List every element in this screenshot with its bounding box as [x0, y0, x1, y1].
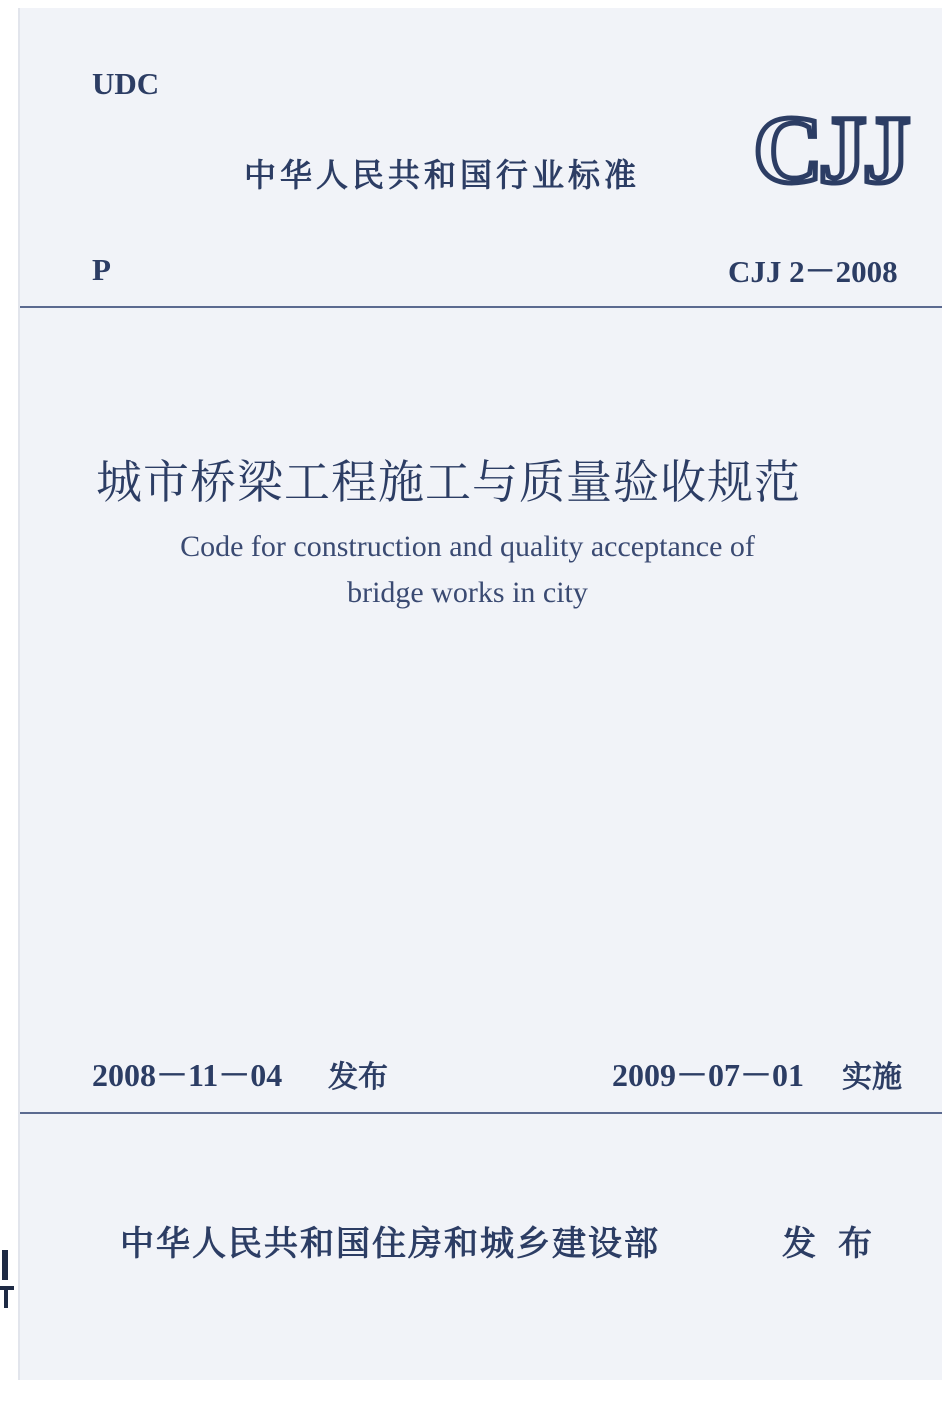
title-english — [20, 524, 915, 616]
issue-date: 2008－11－04 — [92, 1057, 283, 1093]
standard-cover — [18, 8, 942, 1380]
implementation-date: 2009－07－01 — [612, 1057, 805, 1093]
udc-label: UDC — [92, 66, 160, 101]
top-divider — [20, 306, 942, 308]
industry-standard-heading: 中华人民共和国行业标准 — [244, 156, 641, 194]
title-english-line-1: Code for construction and quality acceptance of — [180, 530, 755, 563]
publish-label: 发布 — [782, 1224, 894, 1264]
category-code: P — [92, 252, 111, 287]
publisher-name: 中华人民共和国住房和城乡建设部 — [120, 1224, 660, 1264]
title-english-line-2: bridge works in city — [347, 576, 588, 609]
implementation-label: 实施 — [842, 1060, 902, 1095]
cjj-logo — [745, 96, 915, 196]
title-chinese: 城市桥梁工程施工与质量验收规范 — [96, 455, 801, 509]
bottom-divider — [20, 1112, 942, 1114]
standard-number: CJJ 2－2008 — [728, 254, 898, 289]
cjj-logo-text: CJJ — [753, 96, 907, 196]
issue-label: 发布 — [328, 1060, 388, 1095]
binding-mark — [0, 1250, 18, 1310]
